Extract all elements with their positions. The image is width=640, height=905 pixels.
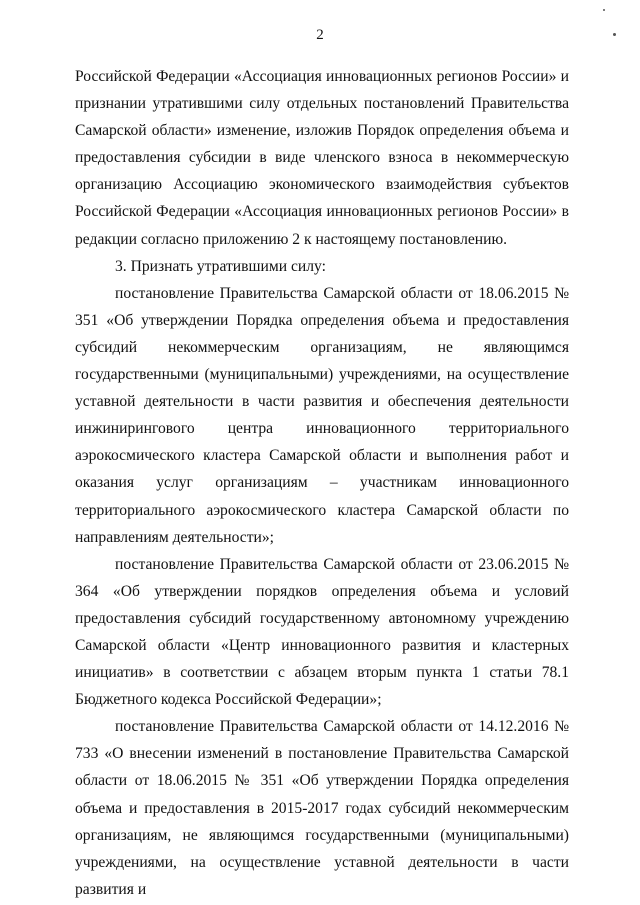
page-number: 2 — [316, 27, 324, 43]
scan-speck — [613, 33, 616, 36]
scan-speck — [603, 9, 605, 11]
paragraph-item-3: 3. Признать утратившими силу: — [115, 257, 326, 275]
paragraph-resolution-351: постановление Правительства Самарской области от 18.06.2015 № 351 «Об утверждении Порядка определения объема и предоставления субсидий некоммерческим организациям, не являющимся государственными (муниципальными) учреждениями, на осуществление уставной деятельности в части развития и обеспечения деятельности инжинирингового центра инновационного территориального аэрокосмического кластера Самарской области и выполнения работ и оказания услуг организациям – участникам инновационного территориального аэрокосмического кластера Самарской области по направлениям деятельности»; — [75, 284, 569, 546]
paragraph-continuation: Российской Федерации «Ассоциация инновационных регионов России» и признании утратившими силу отдельных постановлений Правительства Самарской области» изменение, изложив Порядок определения объема и предоставления субсидии в виде членского взноса в некоммерческую организацию Ассоциацию экономического взаимодействия субъектов Российской Федерации «Ассоциация инновационных регионов России» в редакции согласно приложению 2 к настоящему постановлению. — [75, 68, 569, 248]
paragraph-resolution-733: постановление Правительства Самарской области от 14.12.2016 № 733 «О внесении изменений в постановление Правительства Самарской области от 18.06.2015 № 351 «Об утверждении Порядка определения объема и предоставления в 2015-2017 годах субсидий некоммерческим организациям, не являющимся государственными (муниципальными) учреждениями, на осуществление уставной деятельности в части развития и — [75, 718, 569, 898]
paragraph-resolution-364: постановление Правительства Самарской области от 23.06.2015 № 364 «Об утверждении порядков определения объема и условий предоставления субсидий государственному автономному учреждению Самарской области «Центр инновационного развития и кластерных инициатив» в соответствии с абзацем вторым пункта 1 статьи 78.1 Бюджетного кодекса Российской Федерации»; — [75, 555, 569, 709]
document-body — [75, 63, 569, 903]
